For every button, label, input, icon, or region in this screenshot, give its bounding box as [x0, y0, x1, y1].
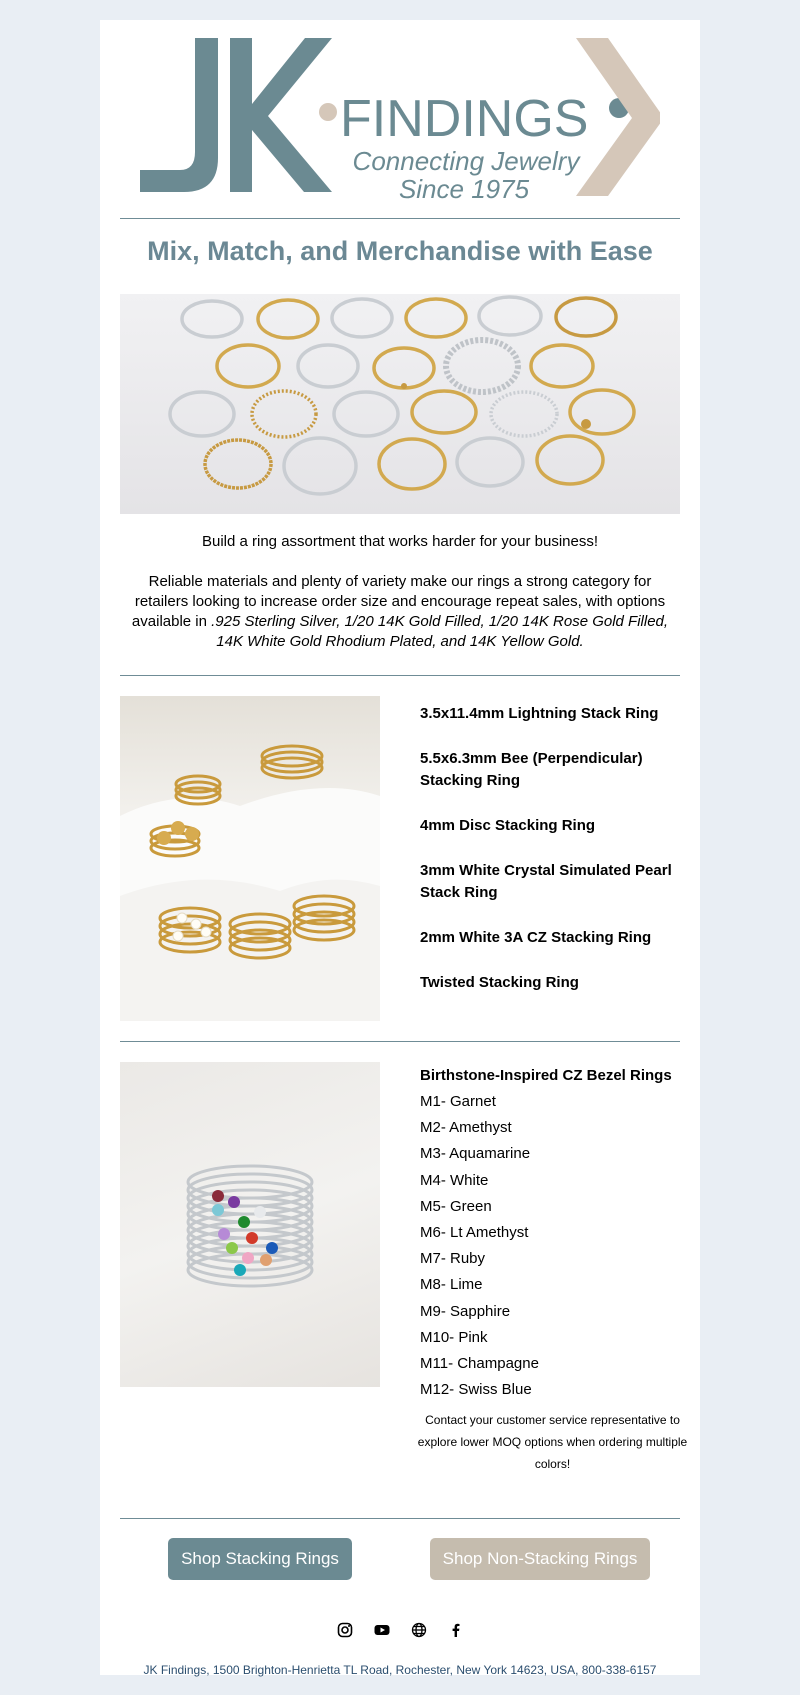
- list-item: M11- Champagne: [420, 1354, 539, 1372]
- stacking-rings-illustration: [120, 696, 380, 1021]
- birthstone-title: Birthstone-Inspired CZ Bezel Rings: [420, 1067, 672, 1084]
- jk-findings-logo[interactable]: [140, 30, 660, 200]
- list-item[interactable]: 5.5x6.3mm Bee (Perpendicular) Stacking Ring: [420, 750, 643, 789]
- globe-icon[interactable]: [409, 1620, 428, 1639]
- intro-line-2: [120, 572, 680, 652]
- footer-address: JK Findings, 1500 Brighton-Henrietta TL Road, Rochester, New York 14623, USA, 800-338-6157: [143, 1663, 657, 1677]
- divider: [120, 218, 680, 219]
- list-item[interactable]: Twisted Stacking Ring: [420, 974, 579, 991]
- logo-findings-text: FINDINGS: [340, 90, 589, 148]
- intro-metals: .925 Sterling Silver, 1/20 14K Gold Filled, 1/20 14K Rose Gold Filled, 14K White Gold Rhodium Plated, and 14K Yellow Gold.: [211, 613, 669, 650]
- list-item[interactable]: 4mm Disc Stacking Ring: [420, 817, 596, 834]
- ring-assortment-image[interactable]: [120, 294, 680, 514]
- birthstone-rings-illustration: [120, 1062, 380, 1387]
- stacking-ring-list: [420, 703, 690, 1017]
- divider: [120, 1041, 680, 1042]
- facebook-icon[interactable]: [446, 1620, 465, 1639]
- list-item[interactable]: 3mm White Crystal Simulated Pearl Stack Ring: [420, 862, 672, 901]
- logo-dot-beige: [319, 103, 337, 121]
- intro-text: [120, 532, 680, 652]
- list-item: M1- Garnet: [420, 1093, 496, 1110]
- email-card: [100, 20, 700, 1675]
- list-item: M4- White: [420, 1171, 489, 1189]
- shop-stacking-rings-button[interactable]: Shop Stacking Rings: [168, 1538, 352, 1580]
- list-item[interactable]: 3.5x11.4mm Lightning Stack Ring: [420, 705, 659, 722]
- birthstone-rings-image[interactable]: [120, 1062, 380, 1387]
- youtube-icon[interactable]: [372, 1620, 391, 1639]
- list-item: M12- Swiss Blue: [420, 1381, 532, 1399]
- list-item: M7- Ruby: [420, 1250, 486, 1268]
- moq-note: Contact your customer service representative to explore lower MOQ options when ordering multiple colors!: [417, 1413, 688, 1472]
- logo-j-mark: [140, 38, 218, 192]
- divider: [120, 1518, 680, 1519]
- list-item: M6- Lt Amethyst: [420, 1223, 529, 1241]
- instagram-icon[interactable]: [335, 1620, 354, 1639]
- list-item[interactable]: 2mm White 3A CZ Stacking Ring: [420, 929, 652, 946]
- logo-k-mark: [230, 38, 332, 192]
- shop-non-stacking-rings-button[interactable]: Shop Non-Stacking Rings: [430, 1538, 650, 1580]
- stacking-rings-image[interactable]: [120, 696, 380, 1021]
- list-item: M3- Aquamarine: [420, 1145, 531, 1163]
- intro-line-1: Build a ring assortment that works harder for your business!: [201, 533, 598, 550]
- list-item: M5- Green: [420, 1197, 492, 1215]
- list-item: M10- Pink: [420, 1328, 488, 1346]
- list-item: M9- Sapphire: [420, 1302, 511, 1320]
- birthstone-list: [417, 1065, 700, 1475]
- divider: [120, 675, 680, 676]
- intro-line-2-plain: Reliable materials and plenty of variety make our rings a strong category for retailers looking to increase order size and encourage repeat sales, with options available in: [131, 573, 666, 630]
- logo-tagline-2: Since 1975: [398, 174, 530, 200]
- headline: Mix, Match, and Merchandise with Ease: [147, 236, 653, 266]
- logo-tagline-1: Connecting Jewelry: [352, 146, 580, 176]
- list-item: M8- Lime: [420, 1276, 483, 1294]
- ring-assortment-illustration: [120, 294, 680, 514]
- list-item: M2- Amethyst: [420, 1119, 512, 1137]
- social-links: [100, 1620, 700, 1639]
